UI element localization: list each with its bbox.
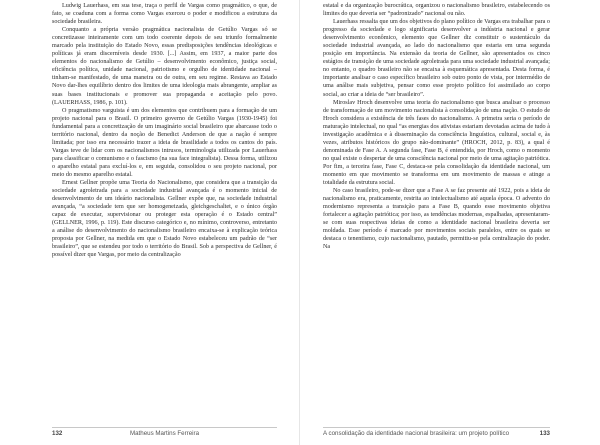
paragraph: O pragmatismo varguista é um dos elementos que contribuem para a formação de um projeto nacional para o Brasil. O primeiro governo de Getúlio Vargas (1930-1945) foi fundamental para a concretização de um imaginário social brasileiro que abarcasse todo o território nacional, dentro da noção de Benedict Anderson de que a nação é sempre limitada; por isso era necessário trazer a ideia de brasilidade a todos os cantos do país. Vargas teve de lidar com os nacionalismos intrusos, terminologia utilizada por Lauerhass para classificar o comunismo e o fascismo (na sua face integralista). Dessa forma, utilizou o aparelho estatal para excluí-los e, em seguida, consolidou o seu projeto nacional, por meio do mesmo aparelho estatal. [52,107,277,178]
footer-rule [52,427,277,428]
page-number: 132 [52,430,63,437]
right-text-column [323,2,550,421]
right-page [300,0,600,445]
paragraph: Ludwig Lauerhass, em sua tese, traça o perfil de Vargas como pragmático, o que, de fato, se coaduna com a forma como Vargas exerceu o poder e modificou a estrutura da sociedade brasileira. [52,3,277,26]
running-head: Matheus Martins Ferreira [129,430,200,437]
paragraph: Miroslav Hroch desenvolve uma teoria do nacionalismo que busca analisar o processo de transformação de um movimento nacionalista à consolidação de uma nação. O estudo de Hroch considera a existência de três fases do nacionalismo. A primeira seria o período de maturação intelectual, no qual “as energias dos ativistas estariam devotadas acima de tudo à investigação acadêmica e à disseminação da consciência linguística, cultural, social e, às vezes, atributos históricos do grupo não-dominante” (HROCH, 2012, p. 83), a qual é denominada de Fase A. A segunda fase, Fase B, é entendida, por Hroch, como o momento no qual existe o despertar de uma consciência nacional por meio de uma agitação patriótica. Por fim, a terceira fase, Fase C, destaca-se pela consolidação da identidade nacional, um momento em que movimento se transforma em um movimento de massas e atinge a totalidade da estrutura social. [323,99,550,187]
paragraph: Lauerhass ressalta que um dos objetivos do plano político de Vargas era trabalhar para o progresso da sociedade e logo significaria desenvolver a indústria nacional e gerar desenvolvimento econômico, elemento que Gellner diz constituir o sustentáculo da sociedade industrial avançada, ao lado do nacionalismo que estaria em uma segunda posição em importância. Na extensão da teoria de Gellner, são apresentados os cinco estágios de transição de uma sociedade agroletrada para uma sociedade industrial avançada; no entanto, o quadro brasileiro não se encaixa à esquemática apresentada. Desta forma, é importante analisar o caso específico brasileiro sob outro ponto de vista, por intermédio de uma análise mais subjetiva, pensar como esse projeto político foi assimilado ao corpo social, ao criar a ideia de “ser brasileiro”. [323,19,550,98]
paragraph: estatal e da organização burocrática, organizou o nacionalismo brasileiro, estabelecendo os limites do que deveria ser “padronizado” nacional ou não. [323,3,550,18]
left-page [0,0,299,445]
left-text-column [52,2,277,421]
paragraph: No caso brasileiro, pode-se dizer que a Fase A se faz presente até 1922, pois a ideia de nacionalismo era, praticamente, restrita ao intelectualismo até aquela época. O advento do modernismo representa a transição para a Fase B, quando esse movimento objetiva fortalecer a agitação patriótica; por isso, as tendências modernas, espalhadas, apresentaram-se com suas respectivas ideias de como a identidade nacional brasileira deveria ser moldada. Esse período é marcado por movimentos sociais paralelos, entre os quais se destaca o tenentismo, cujo nacionalismo, pautado, permitiu-se pela centralização do poder. Na [323,188,550,251]
running-head: A consolidação da identidade nacional brasileira: um projeto político [323,430,510,437]
footer-rule [323,427,550,428]
page-number: 133 [539,430,550,437]
paragraph: Ernest Gellner propõe uma Teoria do Nacionalismo, que considera que a transição da sociedade agroletrada para a sociedade industrial avançada é o momento inicial de desenvolvimento de um ideário nacionalista. Gellner expõe que, na sociedade industrial avançada, “a sociedade tem que ser homogeneizada, gleichgeschaltet, e o único órgão capaz de executar, supervisionar ou proteger esta operação é o Estado central” (GELLNER, 1996, p. 119). Este discurso categórico e, no mínimo, controverso, entretanto a análise do desenvolvimento do nacionalismo brasileiro encaixa-se à explicação teórica proposta por Gellner, na medida em que o Estado Novo estabeleceu um padrão de “ser brasileiro”, que se estendeu por todo o território do Brasil. Sob a perspectiva de Gellner, é possível dizer que Vargas, por meio da centralização [52,180,277,259]
paragraph: Conquanto a própria versão pragmática nacionalista de Getúlio Vargas só se concretizasse inteiramente com um todo coerente depois de seu triunfo formalmente marcado pela instituição do Estado Novo, essas predisposições tendências ideológicas e políticas já eram discerníveis desde 1930. [...] Assim, em 1937, a maior parte dos elementos do nacionalismo de Getúlio – desenvolvimento econômico, justiça social, eficiência política, unidade nacional, patriotismo e orgulho de identidade nacional – tinham-se manifestado, de uma maneira ou de outra, em seu regime. Restava ao Estado Novo dar-lhes equilíbrio dentro dos limites de uma ideologia mais abrangente, ampliar as suas bases institucionais e promover sua propaganda e aceitação pelo povo. (LAUERHASS, 1986, p. 101). [52,27,277,106]
